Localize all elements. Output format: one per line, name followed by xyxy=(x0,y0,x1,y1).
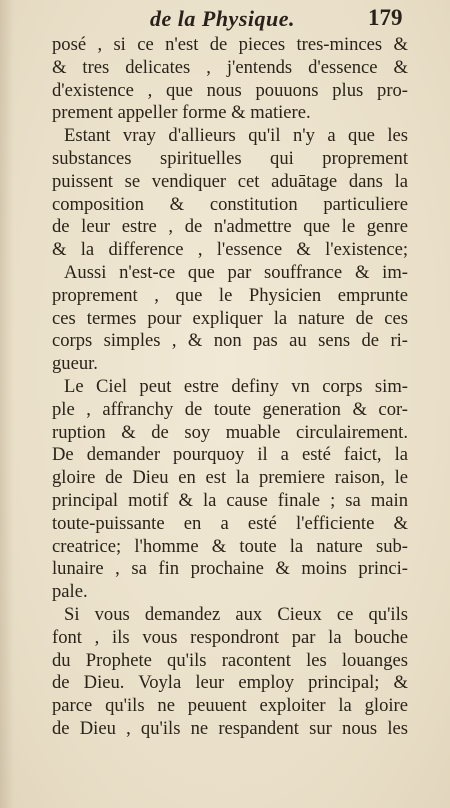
text-line: toute-puissante en a esté l'efficiente & xyxy=(52,512,408,534)
text-line: gueur. xyxy=(52,353,98,375)
text-line: de Dieu , qu'ils ne respandent sur nous les xyxy=(52,717,408,739)
text-line: proprement , que le Physicien emprunte xyxy=(52,284,408,306)
running-head: de la Physique. xyxy=(150,6,295,31)
text-line: Si vous demandez aux Cieux ce qu'ils xyxy=(64,603,408,625)
text-line: de Dieu. Voyla leur employ principal; & xyxy=(52,672,408,694)
text-line: prement appeller forme & matiere. xyxy=(52,102,311,124)
text-line: creatrice; l'homme & toute la nature sub- xyxy=(52,535,408,557)
text-line: gloire de Dieu en est la premiere raison, le xyxy=(52,467,408,489)
text-line: substances spirituelles qui proprement xyxy=(52,147,408,169)
text-line: parce qu'ils ne peuuent exploiter la gloire xyxy=(52,695,408,717)
gutter-shadow xyxy=(0,0,14,808)
text-line: pale. xyxy=(52,581,88,603)
text-line: ruption & de soy muable circulairement. xyxy=(52,421,408,443)
body-text xyxy=(52,34,408,741)
text-line: composition & constitution particuliere xyxy=(52,193,408,215)
text-line: De demander pourquoy il a esté faict, la xyxy=(52,444,408,466)
text-line: puissent se vendiquer cet aduātage dans la xyxy=(52,170,408,192)
text-line: lunaire , sa fin prochaine & moins princi- xyxy=(52,558,408,580)
text-line: du Prophete qu'ils racontent les louanges xyxy=(52,649,408,671)
text-line: & tres delicates , j'entends d'essence & xyxy=(52,56,408,78)
text-line: font , ils vous respondront par la bouche xyxy=(52,626,408,648)
text-line: principal motif & la cause finale ; sa main xyxy=(52,489,408,511)
text-line: ple , affranchy de toute generation & cor- xyxy=(52,398,408,420)
text-line: Aussi n'est-ce que par souffrance & im- xyxy=(64,261,408,283)
page-number: 179 xyxy=(368,5,403,30)
text-line: Le Ciel peut estre definy vn corps sim- xyxy=(64,375,408,397)
text-line: posé , si ce n'est de pieces tres-minces & xyxy=(52,34,408,55)
text-line: Estant vray d'allieurs qu'il n'y a que les xyxy=(64,125,408,147)
text-line: & la difference , l'essence & l'existence; xyxy=(52,239,408,261)
text-line: d'existence , que nous pouuons plus pro- xyxy=(52,79,408,101)
text-line: corps simples , & non pas au sens de ri- xyxy=(52,330,408,352)
text-line: ces termes pour expliquer la nature de ces xyxy=(52,307,408,329)
text-line: de leur estre , de n'admettre que le genre xyxy=(52,216,408,238)
page-header xyxy=(0,2,450,38)
